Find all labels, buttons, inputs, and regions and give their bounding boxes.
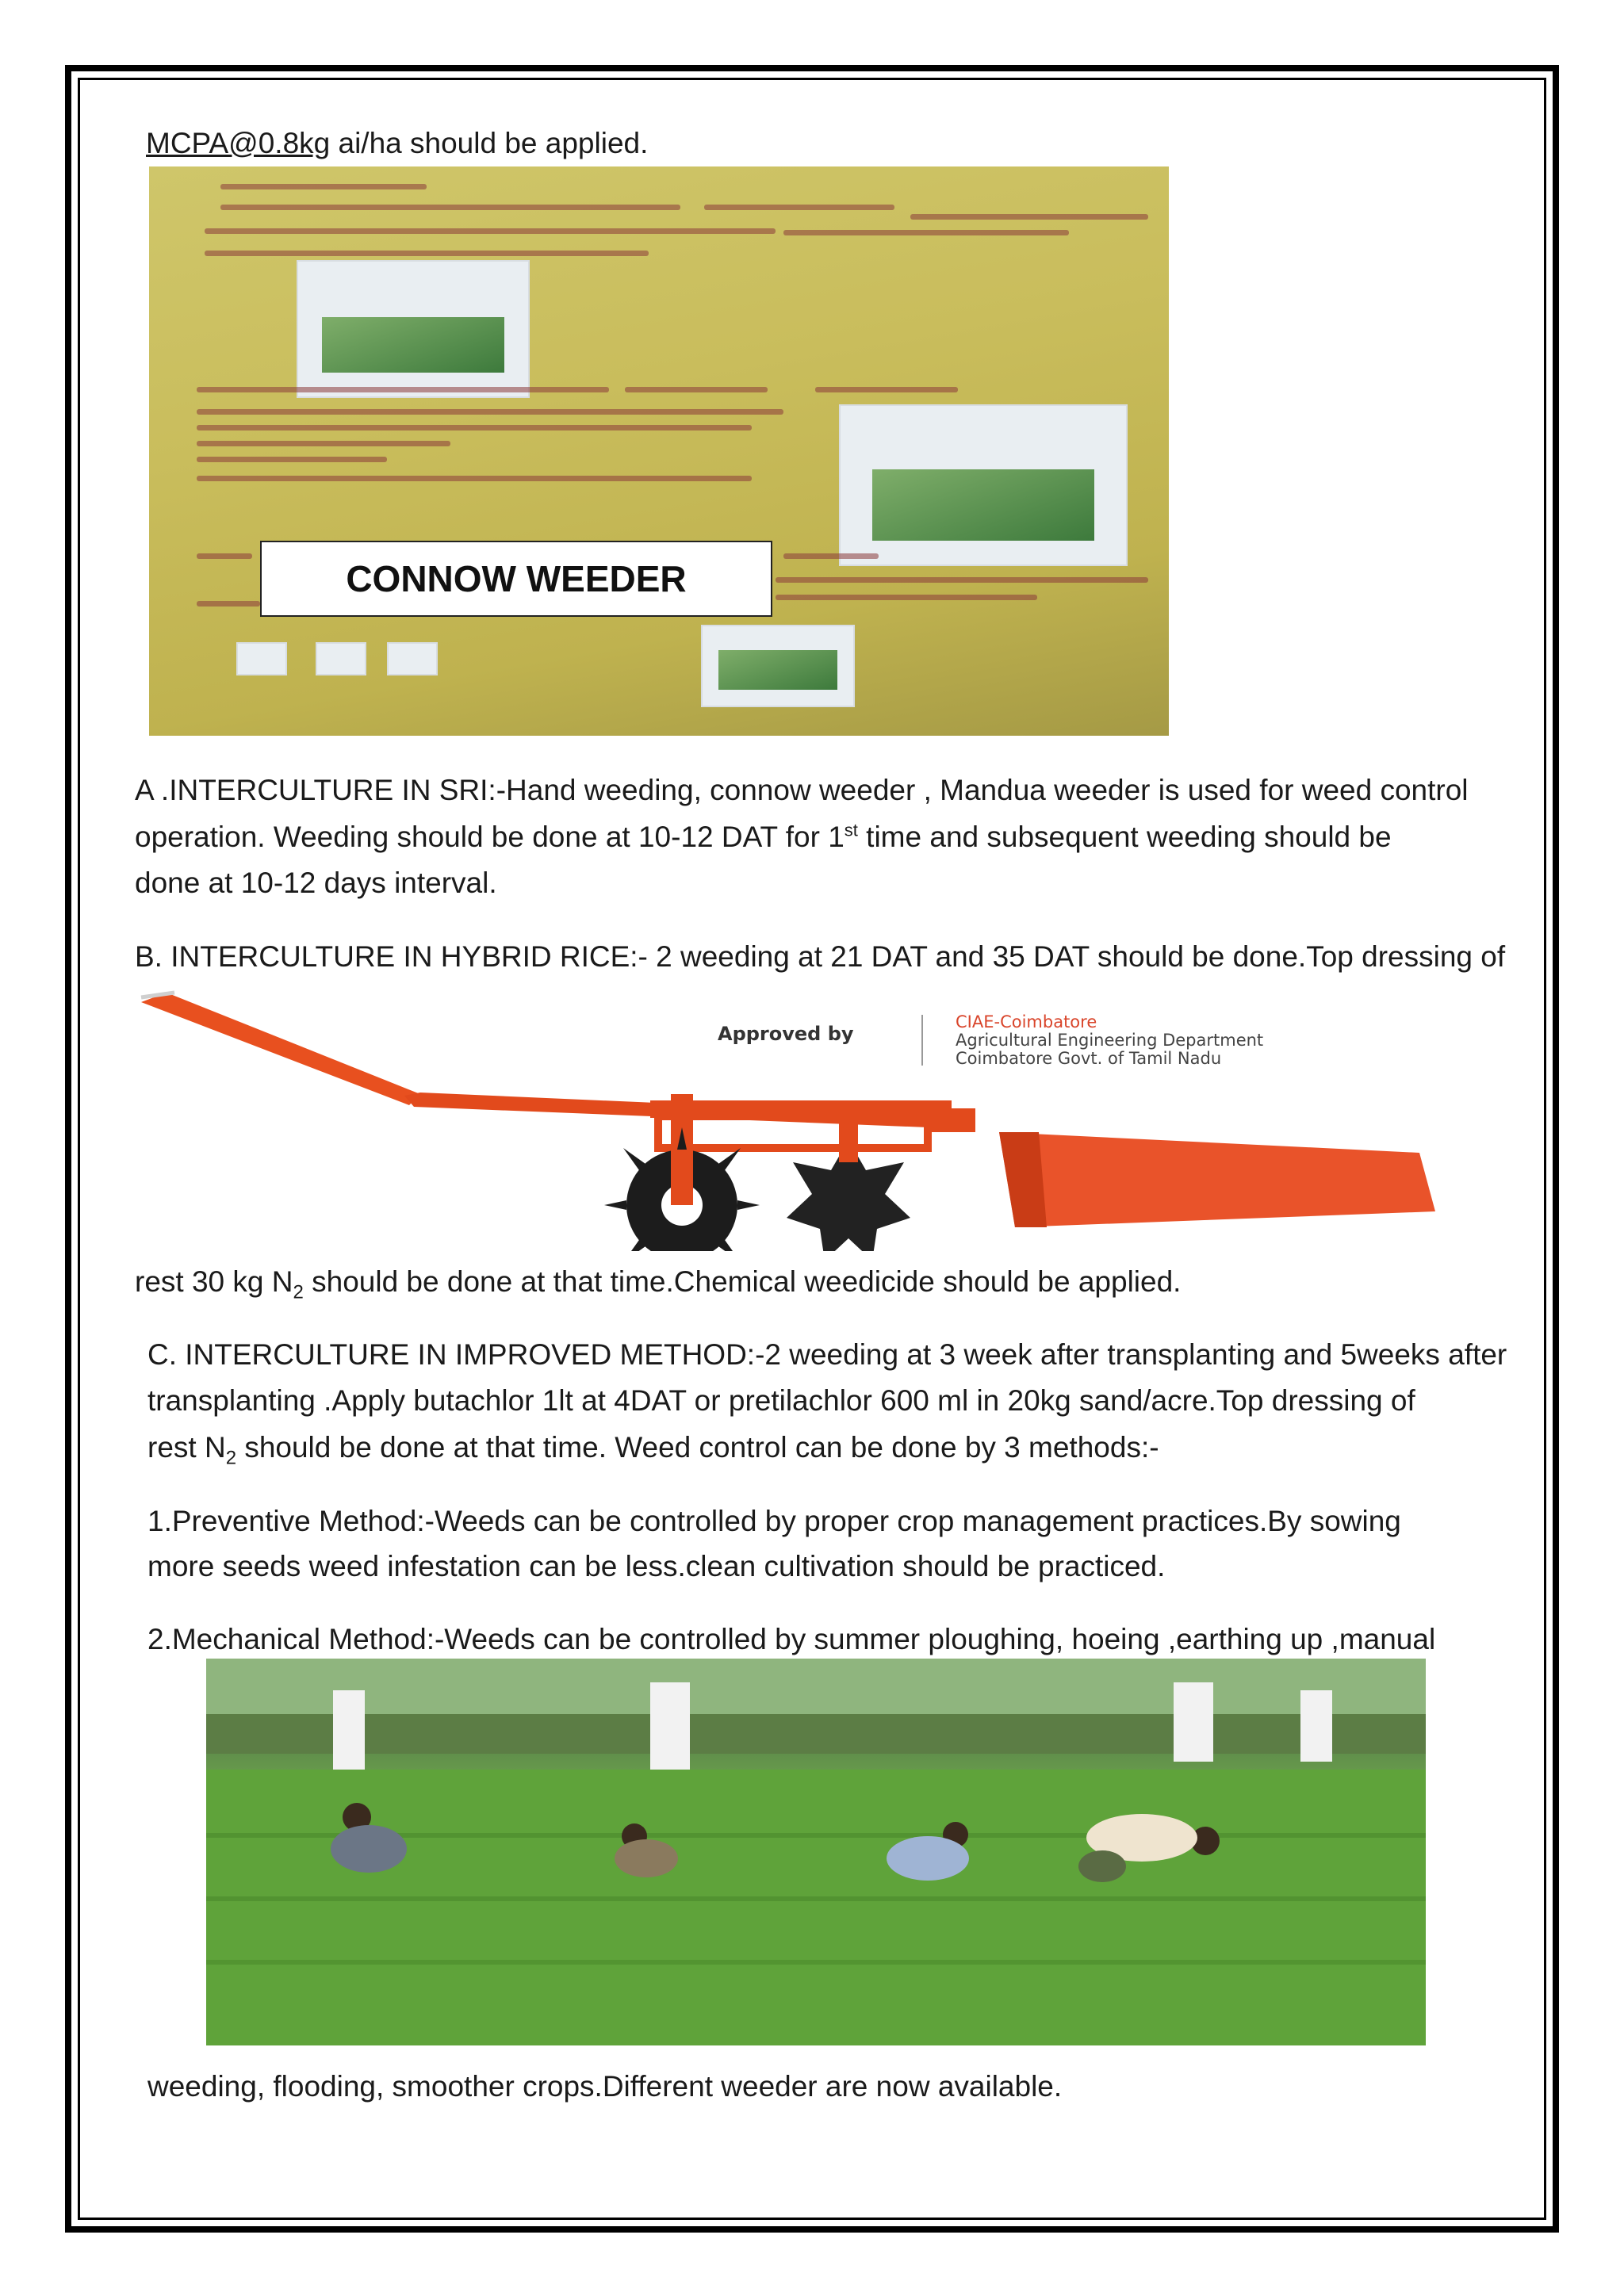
manual-weeding-photo xyxy=(206,1659,1426,2045)
mechanical-line1: 2.Mechanical Method:-Weeds can be controlled by summer ploughing, hoeing ,earthing up ,manual xyxy=(147,1623,1436,1655)
para-c-line3 xyxy=(147,1425,1159,1471)
para-c-line2: transplanting .Apply butachlor 1lt at 4DAT or pretilachlor 600 ml in 20kg sand/acre.Top dressing of xyxy=(147,1384,1415,1417)
field-scene xyxy=(206,1659,1426,2045)
connow-weeder-poster-image xyxy=(149,166,1169,736)
mcpa-dose: MCPA@0.8kg xyxy=(146,127,331,159)
para-b-text-cont: should be done at that time.Chemical weedicide should be applied. xyxy=(303,1265,1182,1298)
mechanical-line2: weeding, flooding, smoother crops.Different weeder are now available. xyxy=(147,2070,1063,2103)
approved-by-text: Approved by xyxy=(718,1023,854,1045)
preventive-line2: more seeds weed infestation can be less.clean cultivation should be practiced. xyxy=(147,1550,1166,1582)
ciae-line3: Coimbatore Govt. of Tamil Nadu xyxy=(956,1049,1222,1068)
para-c-text: rest N xyxy=(147,1431,226,1464)
para-b-line1: B. INTERCULTURE IN HYBRID RICE:- 2 weeding at 21 DAT and 35 DAT should be done.Top dressing of xyxy=(135,940,1506,973)
approval-agency xyxy=(956,1013,1263,1068)
para-a-text: operation. Weeding should be done at 10-12 DAT for 1 xyxy=(135,821,845,853)
para-a-line1: A .INTERCULTURE IN SRI:-Hand weeding, connow weeder , Mandua weeder is used for weed control xyxy=(135,774,1469,806)
intro-line xyxy=(146,121,648,166)
para-b-line2 xyxy=(135,1259,1181,1305)
preventive-line1: 1.Preventive Method:-Weeds can be controlled by proper crop management practices.By sowing xyxy=(147,1505,1401,1537)
para-b-text: rest 30 kg N xyxy=(135,1265,293,1298)
ciae-line1: CIAE-Coimbatore xyxy=(956,1012,1097,1031)
poster-caption: CONNOW WEEDER xyxy=(260,541,772,617)
connow-weeder-image xyxy=(135,989,1443,1251)
nitrogen-subscript: 2 xyxy=(225,1447,237,1469)
intro-rest: ai/ha should be applied. xyxy=(330,127,649,159)
ciae-line2: Agricultural Engineering Department xyxy=(956,1031,1264,1050)
para-a-text-cont: time and subsequent weeding should be xyxy=(857,821,1392,853)
para-c-text-cont: should be done at that time. Weed control can be done by 3 methods:- xyxy=(236,1431,1159,1464)
nitrogen-subscript: 2 xyxy=(293,1281,304,1303)
para-a-line3: done at 10-12 days interval. xyxy=(135,867,497,899)
para-c-line1: C. INTERCULTURE IN IMPROVED METHOD:-2 weeding at 3 week after transplanting and 5weeks after xyxy=(147,1338,1507,1371)
para-a-line2 xyxy=(135,814,1392,860)
ordinal-superscript: st xyxy=(844,820,858,840)
divider xyxy=(921,1015,923,1066)
